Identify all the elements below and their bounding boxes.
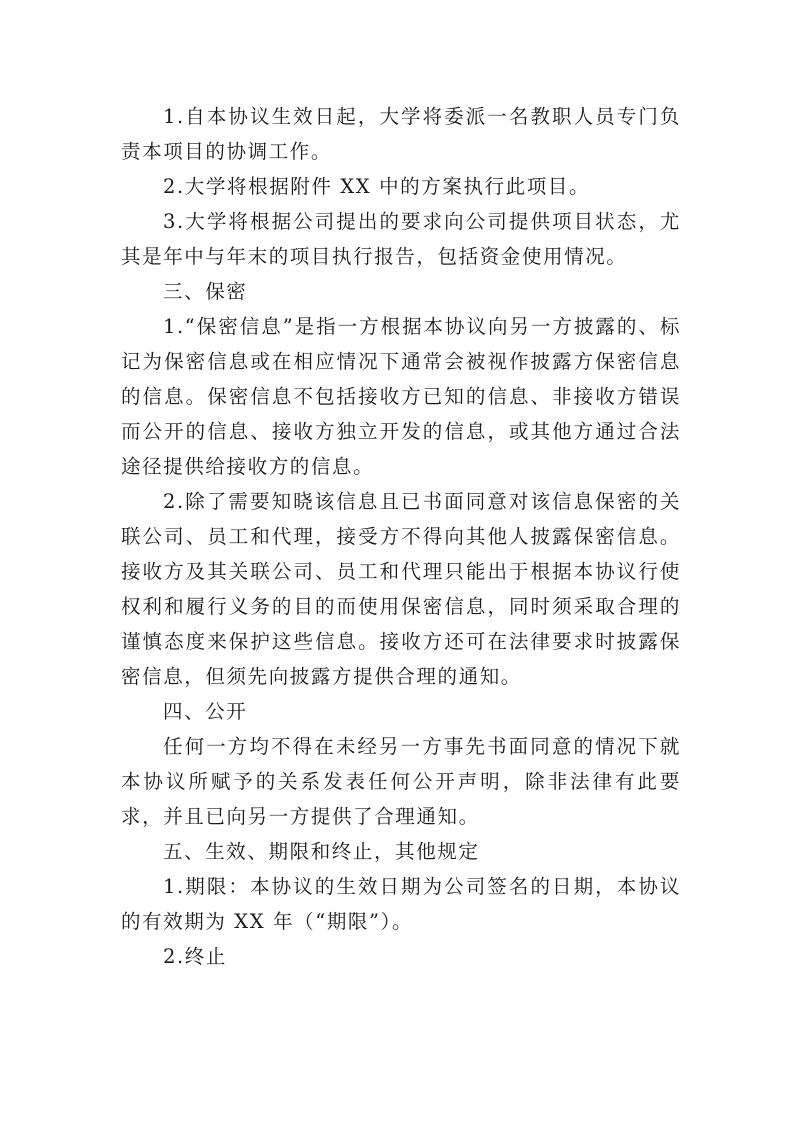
section-heading-confidentiality: 三、保密 xyxy=(163,280,248,303)
document-page xyxy=(121,99,681,974)
clause-termination: 2.终止 xyxy=(163,945,228,968)
clause-university-coordinator: 1.自本协议生效日起，大学将委派一名教职人员专门负责本项目的协调工作。 xyxy=(121,105,681,163)
clause-term: 1.期限：本协议的生效日期为公司签名的日期，本协议的有效期为 XX 年（“期限”）。 xyxy=(121,875,681,933)
section-heading-publicity: 四、公开 xyxy=(163,700,248,723)
clause-confidential-definition: 1.“保密信息”是指一方根据本协议向另一方披露的、标记为保密信息或在相应情况下通常会被视作披露方保密信息的信息。保密信息不包括接收方已知的信息、非接收方错误而公开的信息、接收方独立开发的信息，或其他方通过合法途径提供给接收方的信息。 xyxy=(121,315,681,478)
clause-public-statement: 任何一方均不得在未经另一方事先书面同意的情况下就本协议所赋予的关系发表任何公开声明，除非法律有此要求，并且已向另一方提供了合理通知。 xyxy=(121,735,681,828)
clause-confidential-disclosure: 2.除了需要知晓该信息且已书面同意对该信息保密的关联公司、员工和代理，接受方不得向其他人披露保密信息。接收方及其关联公司、员工和代理只能出于根据本协议行使权利和履行义务的目的而使用保密信息，同时须采取合理的谨慎态度来保护这些信息。接收方还可在法律要求时披露保密信息，但须先向披露方提供合理的通知。 xyxy=(121,490,681,688)
clause-execute-plan: 2.大学将根据附件 XX 中的方案执行此项目。 xyxy=(163,175,591,198)
section-heading-term-termination: 五、生效、期限和终止，其他规定 xyxy=(163,840,480,863)
clause-status-report: 3.大学将根据公司提出的要求向公司提供项目状态，尤其是年中与年末的项目执行报告，包括资金使用情况。 xyxy=(121,210,681,268)
